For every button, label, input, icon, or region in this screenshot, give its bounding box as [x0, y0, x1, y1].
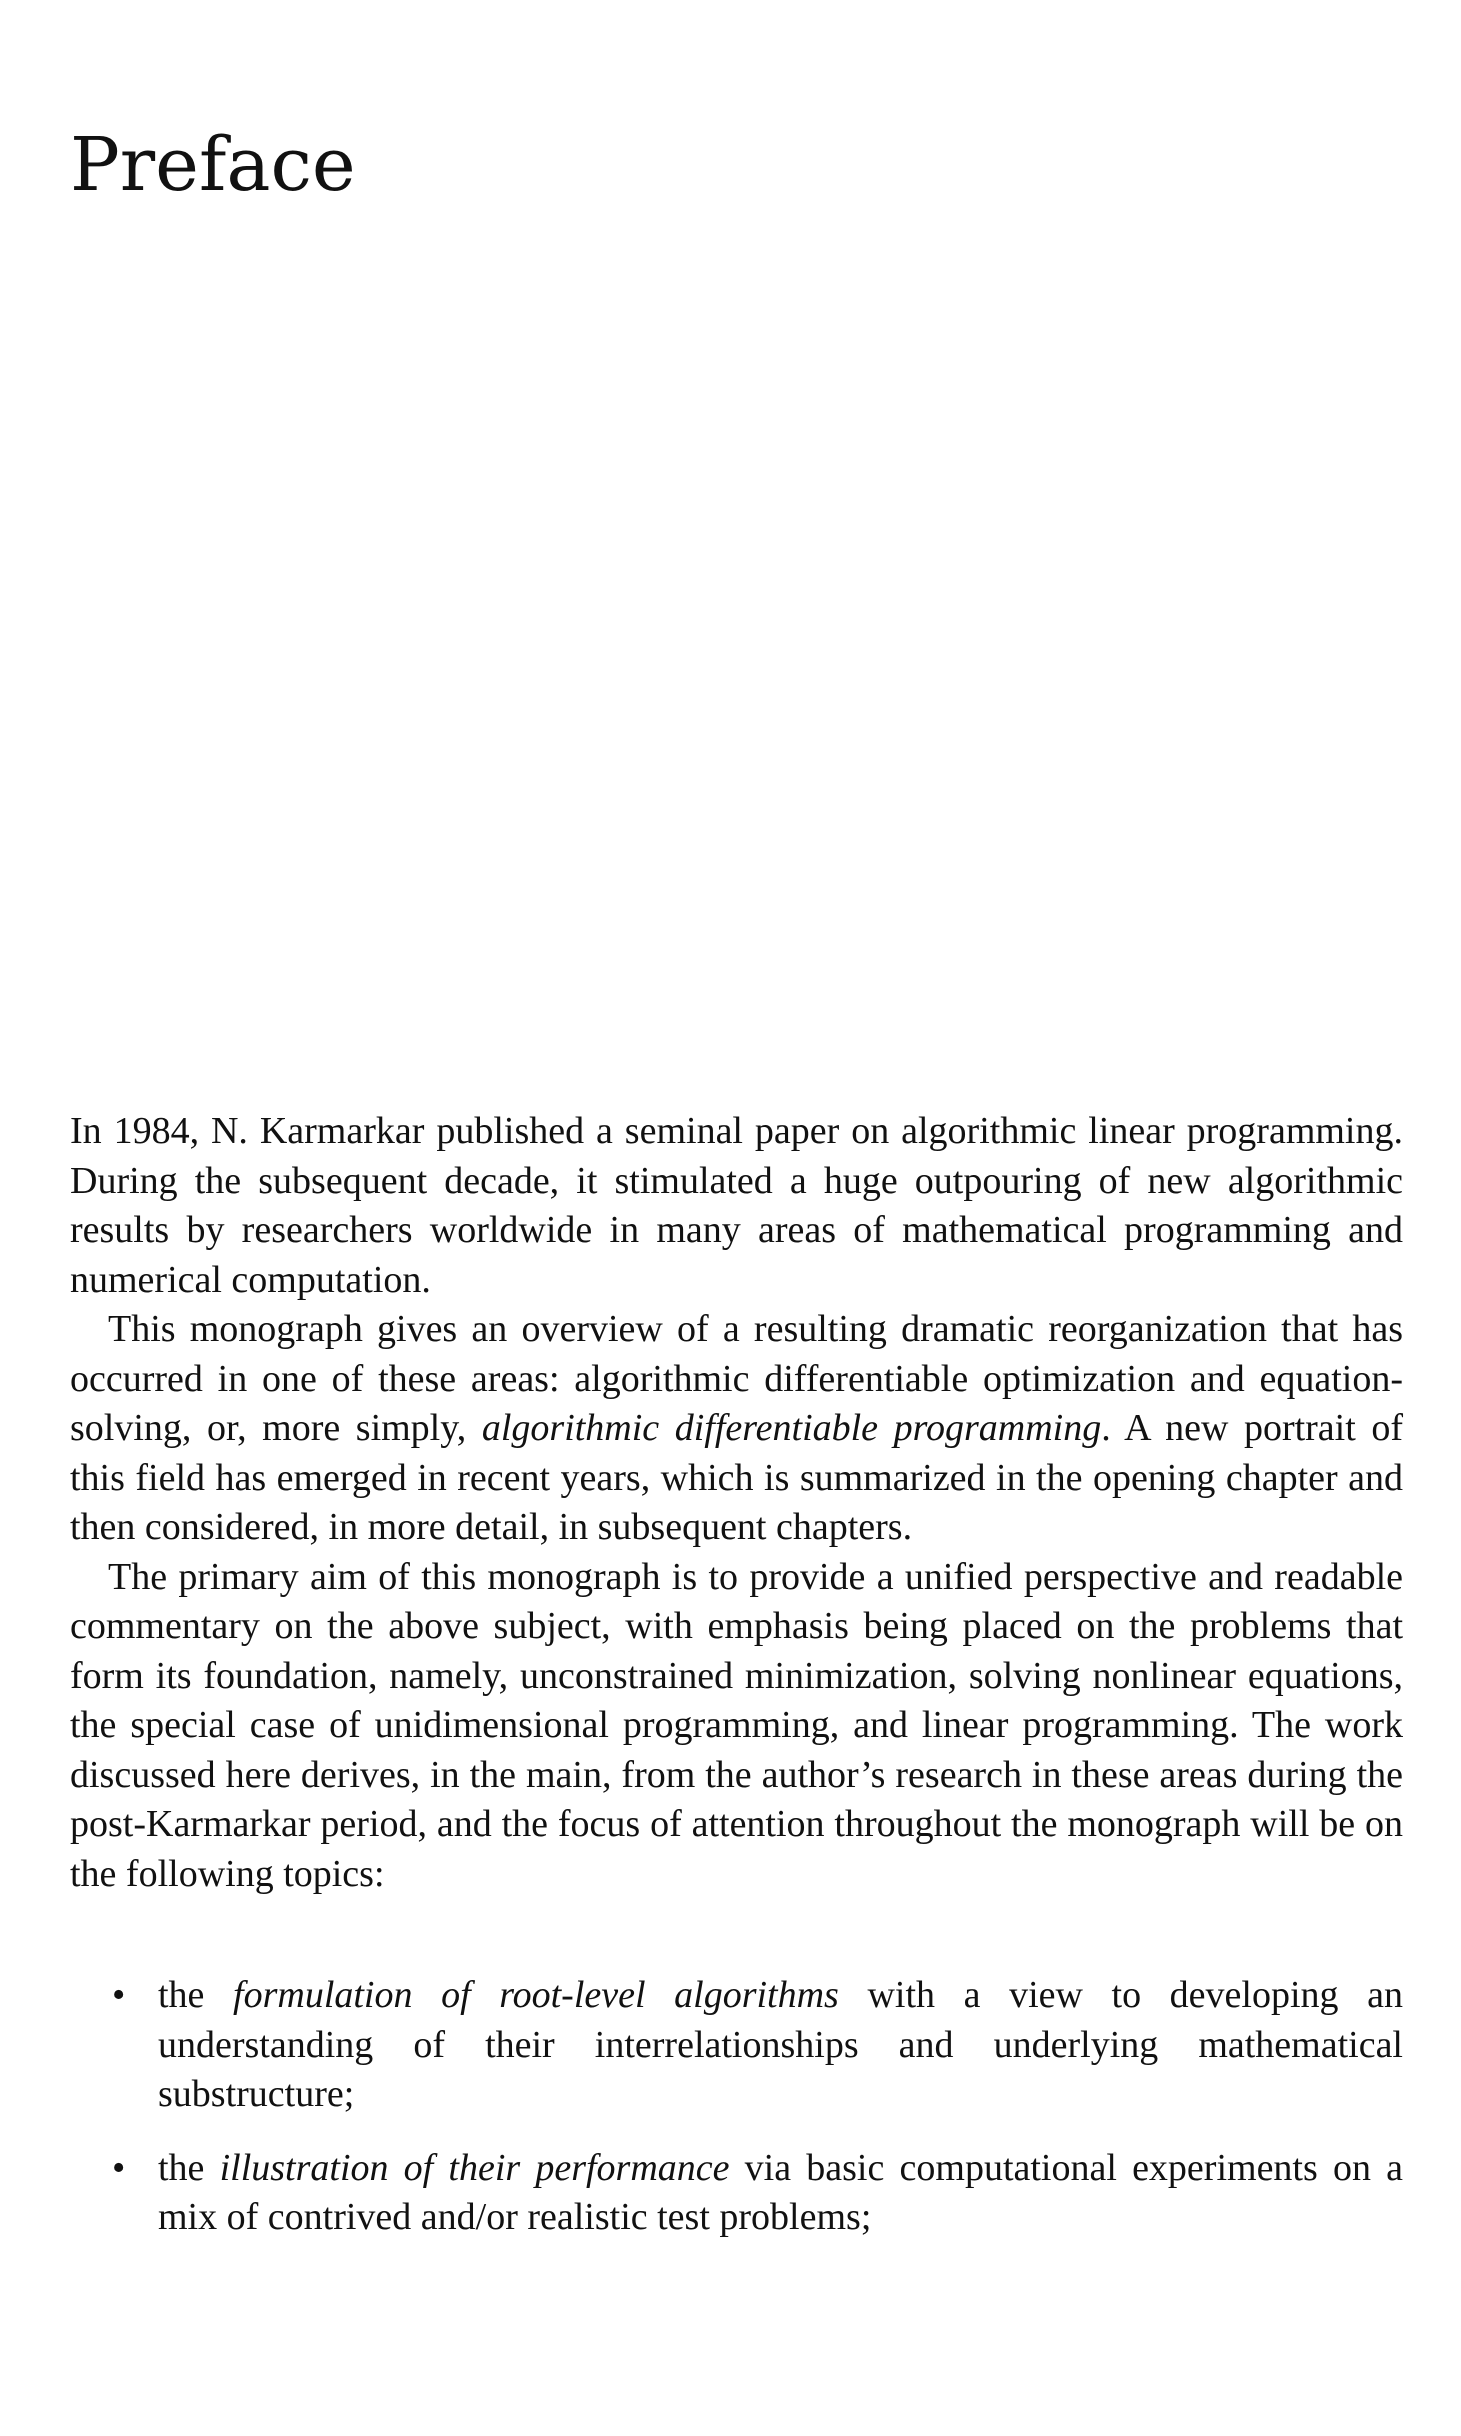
topic-list	[70, 1971, 1403, 2243]
list-item-text	[158, 2147, 1403, 2239]
list-item	[70, 1971, 1403, 2120]
paragraph-2	[70, 1305, 1403, 1553]
paragraph-3: The primary aim of this monograph is to provide a unified perspective and readable commentary on the above subject, with emphasis being placed on the problems that form its foundation, namely, unconstrained minimization, solving nonlinear equations, the special case of unidimensional programming, and linear programming. The work discussed here derives, in the main, from the author’s research in these areas during the post-Karmarkar period, and the focus of attention throughout the monograph will be on the following topics:	[70, 1555, 1403, 1895]
list-item-text	[158, 1974, 1403, 2115]
paragraph-2-text-start: This monograph gives an overview of a resulting dramatic reorganization that has occurred in one of these areas: algorithmic differentiable optimization and equation-solving, or, more simply,	[70, 1308, 1403, 1449]
list-item-emphasis: formulation of root-level algorithms	[233, 1974, 839, 2016]
bullet-icon: •	[112, 2146, 126, 2189]
list-item-text-start: the	[158, 2146, 220, 2189]
paragraph-1: In 1984, N. Karmarkar published a seminal paper on algorithmic linear programming. During the subsequent decade, it stimulated a huge outpouring of new algorithmic results by researchers worldwide in many areas of mathematical programming and numerical computation.	[70, 1110, 1403, 1301]
list-item-emphasis: illustration of their performance	[219, 2146, 730, 2189]
list-item-text-end: with a view to developing an understanding of their interrelationships and underlying mathematical substructure;	[158, 1974, 1403, 2115]
paragraph-2-emphasis: algorithmic differentiable programming	[481, 1407, 1102, 1449]
list-item-text-start: the	[158, 1974, 234, 2016]
bullet-icon: •	[112, 1974, 126, 2016]
preface-body	[70, 1107, 1403, 2267]
list-item	[70, 2144, 1403, 2243]
list-item-text-end: via basic computational experiments on a mix of contrived and/or realistic test problems;	[158, 2146, 1403, 2238]
chapter-title: Preface	[70, 122, 356, 208]
paragraph-2-text-end: . A new portrait of this field has emerged in recent years, which is summarized in the opening chapter and then considered, in more detail, in subsequent chapters.	[70, 1407, 1404, 1548]
